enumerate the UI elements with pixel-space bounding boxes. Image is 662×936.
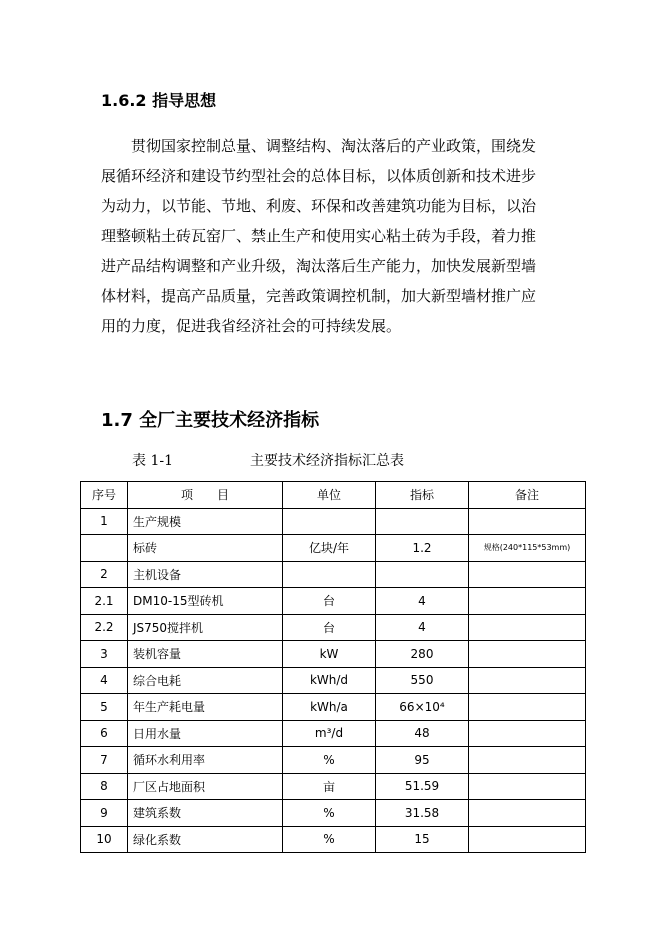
cell-item: 标砖 bbox=[128, 535, 283, 562]
cell-remark bbox=[469, 826, 586, 853]
cell-no: 2 bbox=[81, 561, 128, 588]
cell-unit: % bbox=[283, 826, 376, 853]
cell-no: 1 bbox=[81, 508, 128, 535]
table-row bbox=[81, 747, 586, 774]
cell-unit: 亿块/年 bbox=[283, 535, 376, 562]
paragraph-line: 为动力，以节能、节地、利废、环保和改善建筑功能为目标，以治 bbox=[101, 197, 537, 215]
guiding-principle-paragraph bbox=[101, 131, 551, 341]
cell-item: 绿化系数 bbox=[128, 826, 283, 853]
cell-unit: % bbox=[283, 747, 376, 774]
table-row bbox=[81, 614, 586, 641]
cell-no: 8 bbox=[81, 773, 128, 800]
header-item: 项 目 bbox=[128, 482, 283, 509]
cell-no: 7 bbox=[81, 747, 128, 774]
cell-remark bbox=[469, 694, 586, 721]
cell-remark bbox=[469, 508, 586, 535]
cell-item: 日用水量 bbox=[128, 720, 283, 747]
table-row bbox=[81, 641, 586, 668]
cell-value: 4 bbox=[376, 588, 469, 615]
table-row bbox=[81, 508, 586, 535]
header-no: 序号 bbox=[81, 482, 128, 509]
cell-remark bbox=[469, 800, 586, 827]
cell-no: 9 bbox=[81, 800, 128, 827]
cell-remark bbox=[469, 667, 586, 694]
cell-item: 厂区占地面积 bbox=[128, 773, 283, 800]
cell-no: 6 bbox=[81, 720, 128, 747]
cell-item: 主机设备 bbox=[128, 561, 283, 588]
table-row bbox=[81, 588, 586, 615]
cell-item: 生产规模 bbox=[128, 508, 283, 535]
cell-no: 2.2 bbox=[81, 614, 128, 641]
header-unit: 单位 bbox=[283, 482, 376, 509]
cell-item: 综合电耗 bbox=[128, 667, 283, 694]
paragraph-line: 展循环经济和建设节约型社会的总体目标，以体质创新和技术进步 bbox=[101, 167, 537, 185]
table-header-row bbox=[81, 482, 586, 509]
cell-unit: m³/d bbox=[283, 720, 376, 747]
cell-value: 51.59 bbox=[376, 773, 469, 800]
cell-no: 10 bbox=[81, 826, 128, 853]
cell-unit: kW bbox=[283, 641, 376, 668]
cell-no: 3 bbox=[81, 641, 128, 668]
cell-value: 95 bbox=[376, 747, 469, 774]
paragraph-line: 用的力度，促进我省经济社会的可持续发展。 bbox=[101, 317, 402, 335]
header-value: 指标 bbox=[376, 482, 469, 509]
cell-remark: 规格(240*115*53mm) bbox=[469, 535, 586, 562]
table-row bbox=[81, 826, 586, 853]
cell-item: 循环水利用率 bbox=[128, 747, 283, 774]
cell-value: 1.2 bbox=[376, 535, 469, 562]
section-heading-1-7: 1.7 全厂主要技术经济指标 bbox=[101, 410, 320, 431]
cell-value: 66×10⁴ bbox=[376, 694, 469, 721]
cell-unit: 亩 bbox=[283, 773, 376, 800]
table-row bbox=[81, 535, 586, 562]
paragraph-line: 体材料，提高产品质量，完善政策调控机制，加大新型墙材推广应 bbox=[101, 287, 537, 305]
cell-value: 550 bbox=[376, 667, 469, 694]
table-label: 表 1-1 bbox=[132, 453, 173, 469]
cell-value: 280 bbox=[376, 641, 469, 668]
cell-value bbox=[376, 508, 469, 535]
technical-indicators-table bbox=[80, 481, 586, 853]
table-row bbox=[81, 720, 586, 747]
cell-unit: kWh/a bbox=[283, 694, 376, 721]
cell-remark bbox=[469, 773, 586, 800]
cell-item: DM10-15型砖机 bbox=[128, 588, 283, 615]
cell-item: 装机容量 bbox=[128, 641, 283, 668]
table-row bbox=[81, 561, 586, 588]
cell-no bbox=[81, 535, 128, 562]
cell-no: 4 bbox=[81, 667, 128, 694]
cell-remark bbox=[469, 747, 586, 774]
cell-no: 2.1 bbox=[81, 588, 128, 615]
cell-value bbox=[376, 561, 469, 588]
section-heading-1-6-2: 1.6.2 指导思想 bbox=[101, 91, 217, 110]
cell-remark bbox=[469, 614, 586, 641]
cell-value: 48 bbox=[376, 720, 469, 747]
table-title: 主要技术经济指标汇总表 bbox=[250, 453, 404, 469]
header-remark: 备注 bbox=[469, 482, 586, 509]
cell-remark bbox=[469, 588, 586, 615]
cell-remark bbox=[469, 561, 586, 588]
cell-no: 5 bbox=[81, 694, 128, 721]
cell-unit: 台 bbox=[283, 588, 376, 615]
cell-unit: % bbox=[283, 800, 376, 827]
cell-value: 15 bbox=[376, 826, 469, 853]
cell-value: 4 bbox=[376, 614, 469, 641]
paragraph-line: 理整顿粘土砖瓦窑厂、禁止生产和使用实心粘土砖为手段，着力推 bbox=[101, 227, 537, 245]
cell-remark bbox=[469, 641, 586, 668]
table-row bbox=[81, 694, 586, 721]
table-row bbox=[81, 773, 586, 800]
cell-value: 31.58 bbox=[376, 800, 469, 827]
table-row bbox=[81, 667, 586, 694]
cell-unit bbox=[283, 561, 376, 588]
cell-item: JS750搅拌机 bbox=[128, 614, 283, 641]
paragraph-line: 贯彻国家控制总量、调整结构、淘汰落后的产业政策，围绕发 bbox=[131, 137, 537, 155]
table-row bbox=[81, 800, 586, 827]
paragraph-line: 进产品结构调整和产业升级，淘汰落后生产能力，加快发展新型墙 bbox=[101, 257, 537, 275]
cell-item: 年生产耗电量 bbox=[128, 694, 283, 721]
cell-remark bbox=[469, 720, 586, 747]
cell-item: 建筑系数 bbox=[128, 800, 283, 827]
cell-unit bbox=[283, 508, 376, 535]
cell-unit: kWh/d bbox=[283, 667, 376, 694]
cell-unit: 台 bbox=[283, 614, 376, 641]
